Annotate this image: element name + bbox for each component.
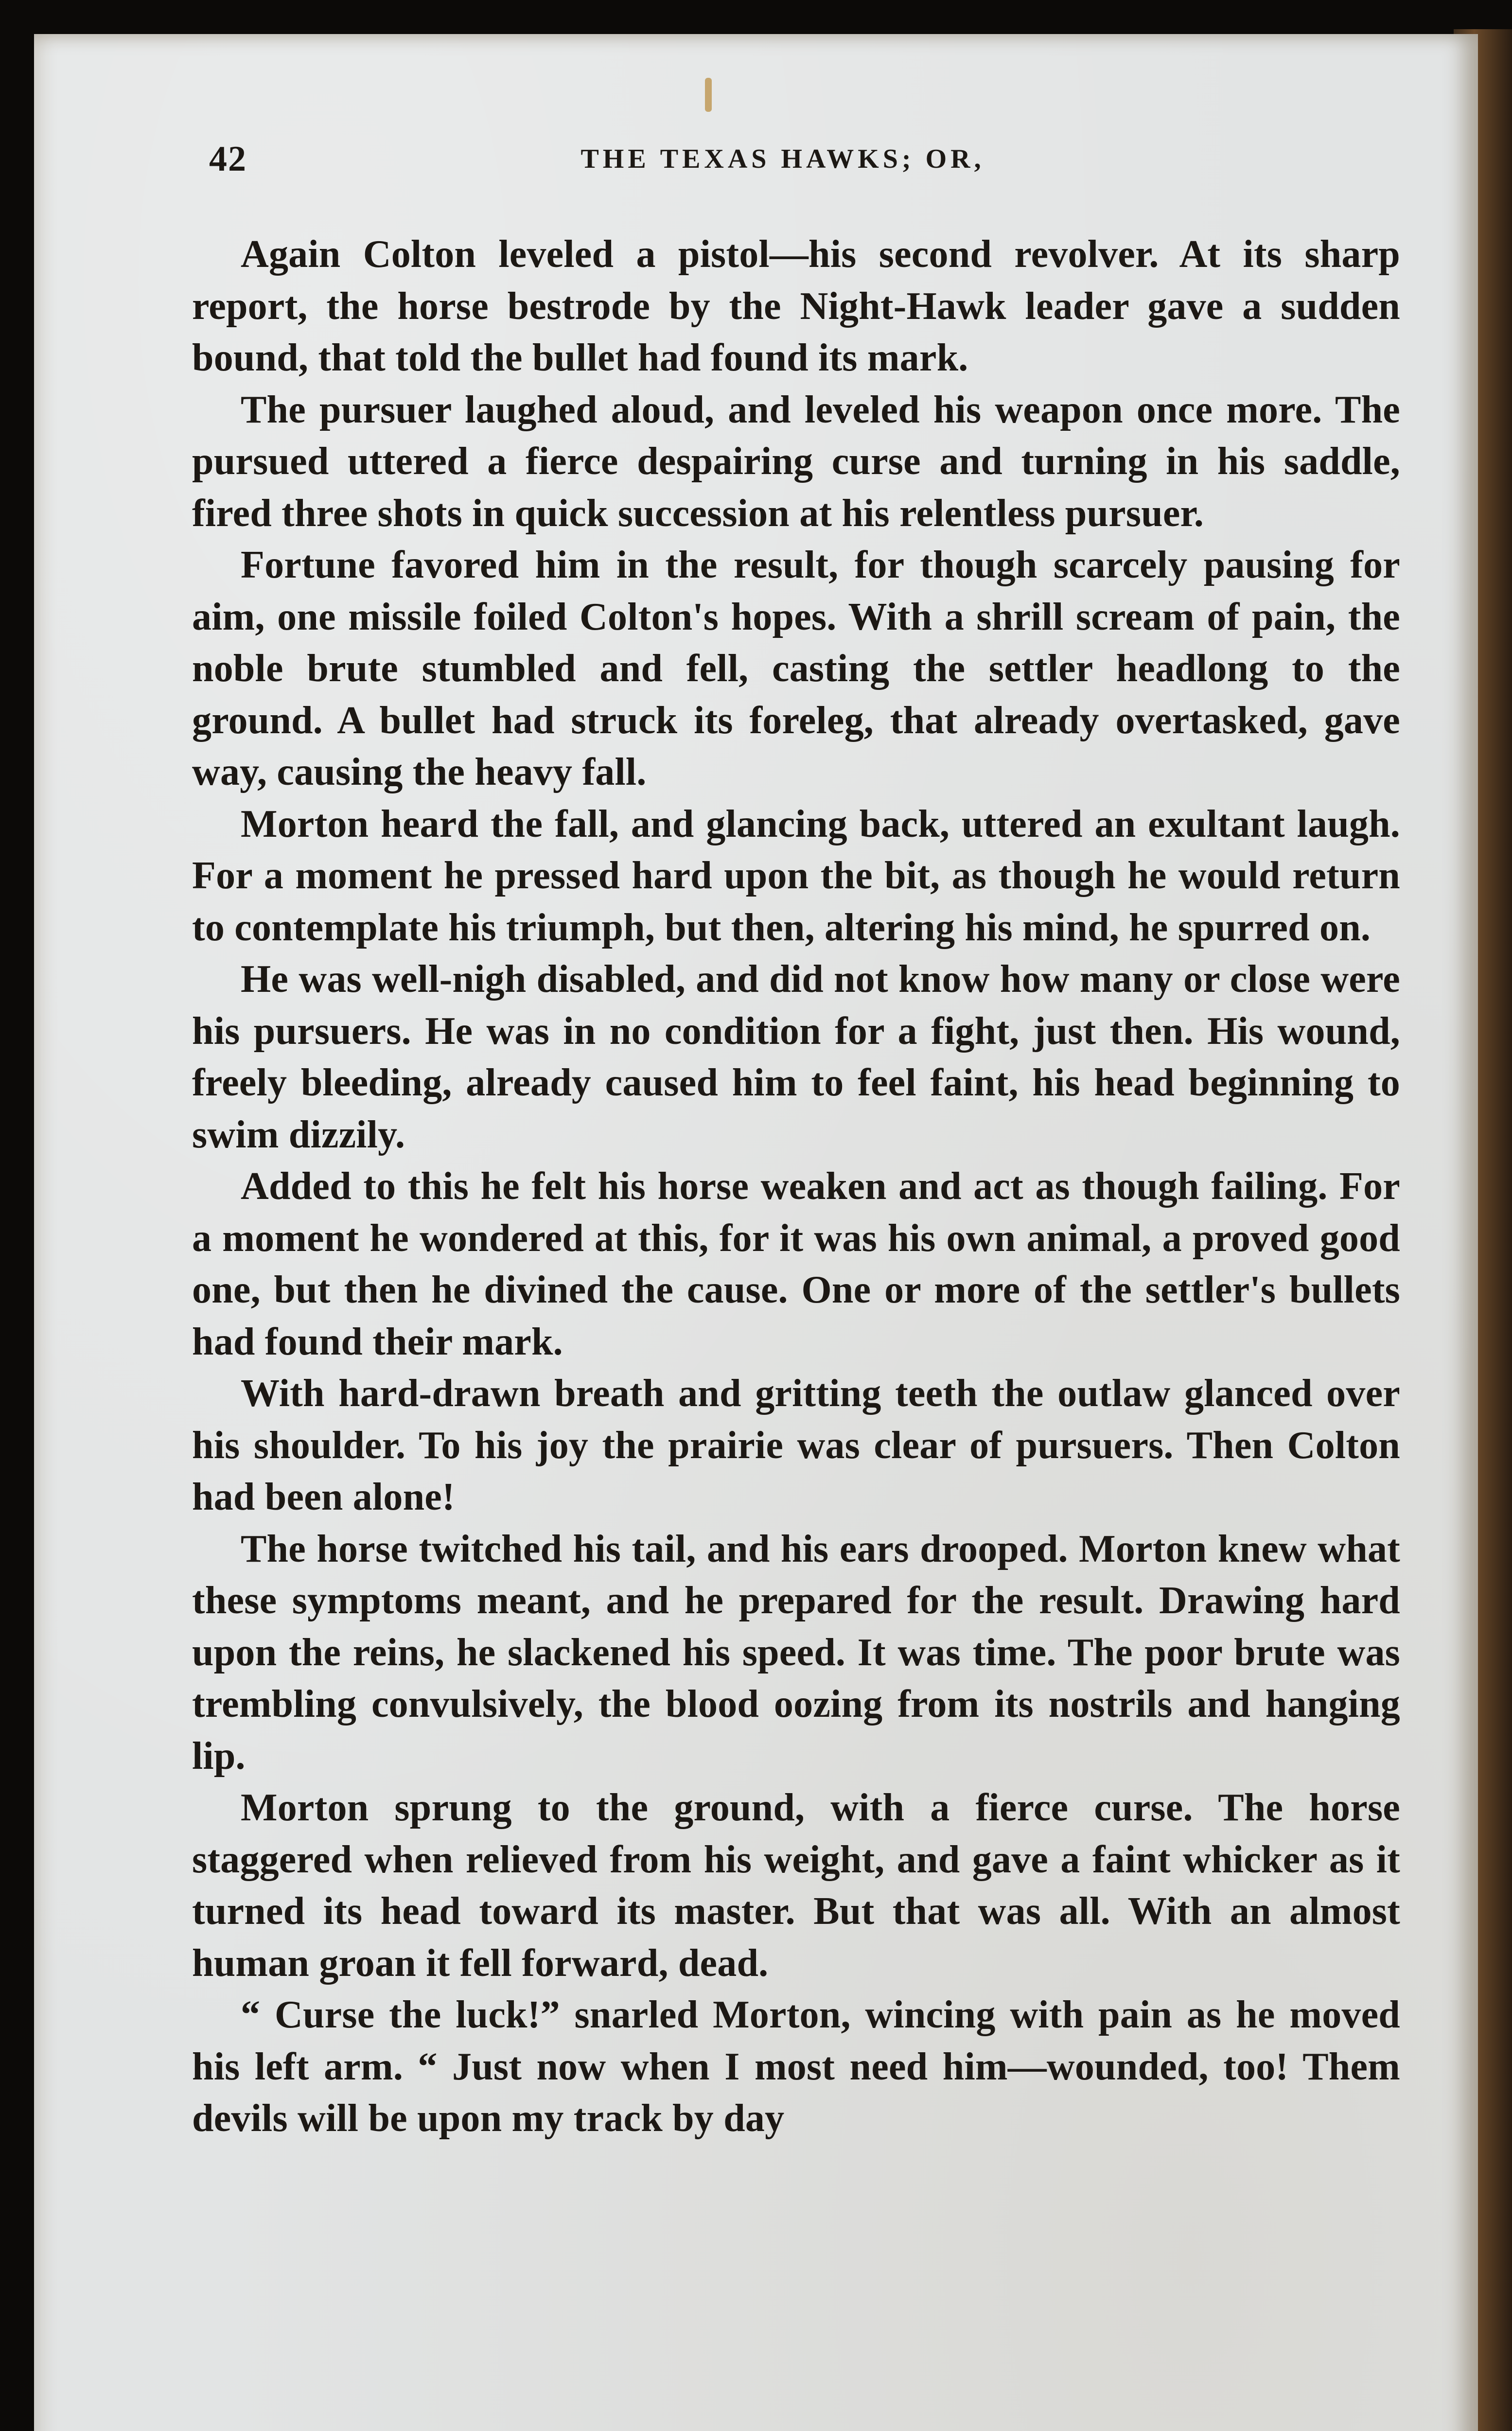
running-title: THE TEXAS HAWKS; OR, (580, 144, 985, 174)
book-page (34, 34, 1478, 2431)
paragraph: Added to this he felt his horse weaken and act as though failing. For a moment he wondered at this, for it was his own animal, a proved good one, but then he divined the cause. One or more of the settler's bullets had found their mark. (192, 1165, 1400, 1363)
paragraph: Again Colton leveled a pistol—his second revolver. At its sharp report, the horse bestrode by the Night-Hawk leader gave a sudden bound, that told the bullet had found its mark. (192, 233, 1400, 379)
page-number: 42 (209, 139, 247, 179)
paragraph: The pursuer laughed aloud, and leveled his weapon once more. The pursued uttered a fierce despairing curse and turning in his saddle, fired three shots in quick succession at his relentless pursuer. (192, 388, 1400, 535)
page-header (209, 139, 1356, 192)
paragraph: He was well-nigh disabled, and did not know how many or close were his pursuers. He was in no condition for a fight, just then. His wound, freely bleeding, already caused him to feel faint, his head beginning to swim dizzily. (192, 958, 1400, 1156)
paragraph: The horse twitched his tail, and his ears drooped. Morton knew what these symptoms meant, and he prepared for the result. Drawing hard upon the reins, he slackened his speed. It was time. The poor brute was trembling convulsively, the blood oozing from its nostrils and hanging lip. (192, 1527, 1400, 1778)
paragraph: Fortune favored him in the result, for though scarcely pausing for aim, one missile foiled Colton's hopes. With a shrill scream of pain, the noble brute stumbled and fell, casting the settler headlong to the ground. A bullet had struck its foreleg, that already overtasked, gave way, causing the heavy fall. (192, 544, 1400, 793)
paragraph: “ Curse the luck!” snarled Morton, wincing with pain as he moved his left arm. “ Just now when I most need him—wounded, too! Them devils will be upon my track by day (192, 1993, 1400, 2140)
ink-blot (705, 78, 712, 112)
body-text (192, 229, 1400, 2145)
paragraph: With hard-drawn breath and gritting teeth the outlaw glanced over his shoulder. To his joy the prairie was clear of pursuers. Then Colton had been alone! (192, 1372, 1400, 1518)
paragraph: Morton sprung to the ground, with a fierce curse. The horse staggered when relieved from his weight, and gave a faint whicker as it turned its head toward its master. But that was all. With an almost human groan it fell forward, dead. (192, 1786, 1400, 1985)
paragraph: Morton heard the fall, and glancing back, uttered an exultant laugh. For a moment he pressed hard upon the bit, as though he would return to contemplate his triumph, but then, altering his mind, he spurred on. (192, 802, 1400, 949)
